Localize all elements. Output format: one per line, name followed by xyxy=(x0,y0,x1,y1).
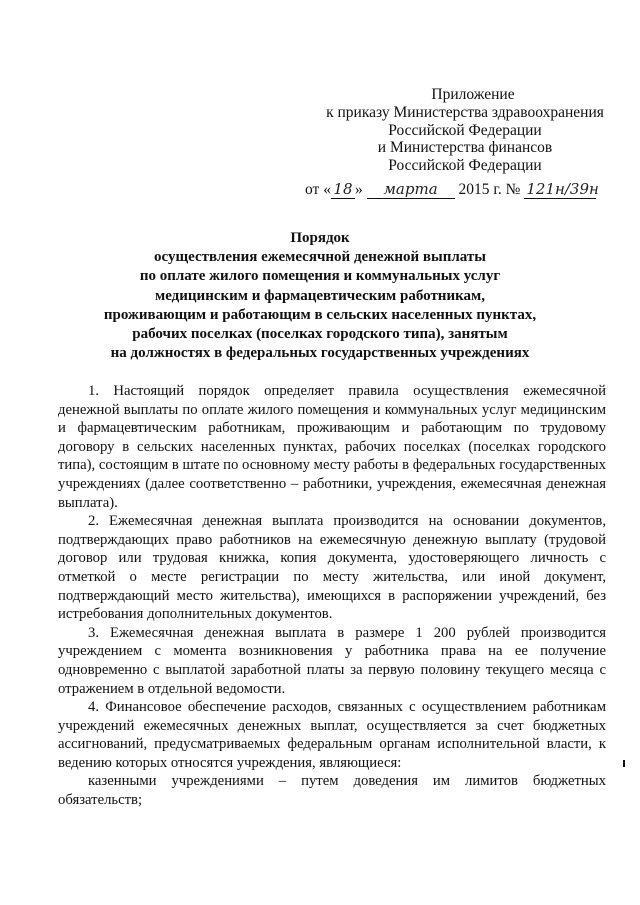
title-line: медицинским и фармацевтическим работникам, xyxy=(155,287,485,304)
appendix-line: и Министерства финансов xyxy=(377,139,553,157)
paragraph-1: 1. Настоящий порядок определяет правила осуществления ежемесячной денежной выплаты по оплате жилого помещения и коммунальных услуг медицинским и фармацевтическим работникам, проживающим и работающим по трудовому договору в сельских населенных пунктах, рабочих поселках (поселках городского типа), состоящим в штате по основному месту работы в федеральных государственных учреждениях (далее соответственно – работники, учреждения, ежемесячная денежная выплата). xyxy=(58,383,606,511)
order-prefix: от « xyxy=(305,181,331,198)
paragraph-3: 3. Ежемесячная денежная выплата в размере 1 200 рублей производится учреждением с момента возникновения у работника права на ее получение одновременно с выплатой заработной платы за первую половину текущего месяца с отражением в отдельной ведомости. xyxy=(58,624,606,697)
appendix-line: к приказу Министерства здравоохранения xyxy=(326,103,604,121)
order-year-text: 2015 г. № xyxy=(458,181,521,198)
paragraph-2: 2. Ежемесячная денежная выплата производится на основании документов, подтверждающих право работников на ежемесячную денежную выплату (трудовой договор или трудовая книжка, копия документа, удостоверяющего личность с отметкой о месте регистрации по месту жительства, или иной документ, подтверждающий место жительства), имеющихся в распоряжении учреждений, без истребования дополнительных документов. xyxy=(58,513,606,623)
order-quote-close: » xyxy=(354,181,363,198)
order-month: марта xyxy=(367,181,455,199)
appendix-line: Российской Федерации xyxy=(388,157,542,175)
title-line: Порядок xyxy=(290,230,350,246)
appendix-line: Российской Федерации xyxy=(388,121,542,139)
document-title xyxy=(60,229,580,363)
title-line: проживающим и работающим в сельских населенных пунктах, xyxy=(103,306,537,323)
order-day: 18 xyxy=(331,181,355,199)
paragraph-4-item: казенными учреждениями – путем доведения им лимитов бюджетных обязательств; xyxy=(58,773,606,809)
title-line: рабочих поселках (поселках городского типа), занятым xyxy=(132,326,508,343)
title-line: на должностях в федеральных государственных учреждениях xyxy=(110,345,530,362)
title-line: осуществления ежемесячной денежной выплаты xyxy=(154,249,486,266)
document-body xyxy=(58,382,606,810)
appendix-line: Приложение xyxy=(431,86,515,103)
title-line: по оплате жилого помещения и коммунальных услуг xyxy=(139,268,501,285)
order-number: 121н/39н xyxy=(526,180,599,198)
paragraph-4: 4. Финансовое обеспечение расходов, связанных с осуществлением работникам учреждений ежемесячных денежных выплат, осуществляется за счет бюджетных ассигнований, предусматриваемых федеральным органам исполнительной власти, к ведению которых относятся учреждения, являющиеся: xyxy=(58,699,606,771)
margin-mark xyxy=(623,760,625,767)
appendix-header xyxy=(300,86,630,175)
order-date-number xyxy=(305,181,625,199)
